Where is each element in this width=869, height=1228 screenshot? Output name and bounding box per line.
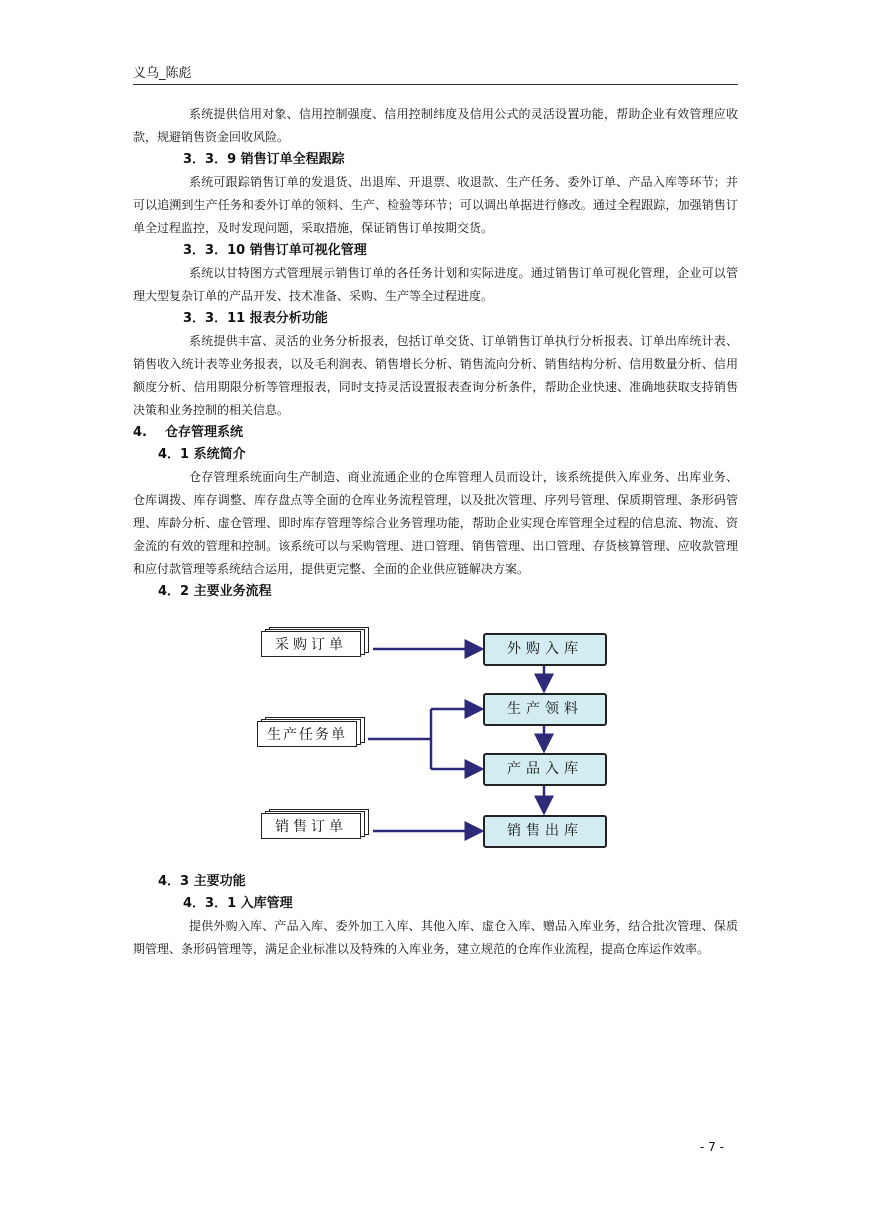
paragraph: 系统可跟踪销售订单的发退货、出退库、开退票、收退款、生产任务、委外订单、产品入库等环节；并可以追溯到生产任务和委外订单的领料、生产、检验等环节；可以调出单据进行修改。通过全程跟踪，加强销售订单全过程监控，及时发现问题，采取措施，保证销售订单按期交货。 — [133, 175, 738, 235]
step-sales-out: 销售出库 — [483, 815, 607, 848]
step-product-in: 产品入库 — [483, 753, 607, 786]
paragraph: 系统以甘特图方式管理展示销售订单的各任务计划和实际进度。通过销售订单可视化管理，企业可以管理大型复杂订单的产品开发、技术准备、采购、生产等全过程进度。 — [133, 266, 738, 303]
page-number: - 7 - — [700, 1140, 724, 1154]
doc-label: 生产任务单 — [267, 727, 347, 743]
section-heading: 4．3 主要功能 — [158, 874, 246, 889]
paragraph: 仓存管理系统面向生产制造、商业流通企业的仓库管理人员而设计，该系统提供入库业务、出库业务、仓库调拨、库存调整、库存盘点等全面的仓库业务流程管理，以及批次管理、序列号管理、保质期管理、条形码管理、库龄分析、虚仓管理、即时库存管理等综合业务管理功能，帮助企业实现仓库管理全过程的信息流、物流、资金流的有效的管理和控制。该系统可以与采购管理、进口管理、销售管理、出口管理、存货核算管理、应收款管理和应付款管理等系统结合运用，提供更完整、全面的企业供应链解决方案。 — [133, 470, 738, 576]
section-heading: 4．2 主要业务流程 — [158, 584, 272, 599]
header-title: 义乌_陈彪 — [133, 66, 192, 81]
paragraph: 提供外购入库、产品入库、委外加工入库、其他入库、虚仓入库、赠品入库业务，结合批次管理、保质期管理、条形码管理等，满足企业标准以及特殊的入库业务，建立规范的仓库作业流程，提高仓库运作效率。 — [133, 919, 738, 956]
page-content — [133, 103, 738, 961]
step-purchase-in: 外购入库 — [483, 633, 607, 666]
section-heading: 4．1 系统简介 — [158, 447, 246, 462]
section-heading: 3．3．9 销售订单全程跟踪 — [183, 152, 345, 167]
doc-label: 销售订单 — [275, 819, 347, 835]
section-heading: 3．3．10 销售订单可视化管理 — [183, 243, 367, 258]
doc-label: 采购订单 — [275, 637, 347, 653]
chapter-title: 仓存管理系统 — [165, 425, 244, 440]
page-header — [133, 62, 738, 85]
step-material-pick: 生产领料 — [483, 693, 607, 726]
doc-production-task — [257, 721, 363, 751]
paragraph: 系统提供信用对象、信用控制强度、信用控制纬度及信用公式的灵活设置功能，帮助企业有效管理应收款，规避销售资金回收风险。 — [133, 107, 738, 144]
paragraph: 系统提供丰富、灵活的业务分析报表，包括订单交货、订单销售订单执行分析报表、订单出库统计表、销售收入统计表等业务报表，以及毛利润表、销售增长分析、销售流向分析、销售结构分析、信用数量分析、信用额度分析、信用期限分析等管理报表，同时支持灵活设置报表查询分析条件，帮助企业快速、准确地获取支持销售决策和业务控制的相关信息。 — [133, 334, 738, 417]
doc-sales-order — [261, 813, 367, 843]
flow-arrows — [133, 603, 738, 871]
flow-diagram — [133, 603, 738, 871]
section-heading: 4．3．1 入库管理 — [183, 896, 293, 911]
chapter-number: 4. — [133, 425, 147, 440]
doc-purchase-order — [261, 631, 367, 661]
chapter-heading — [133, 422, 738, 444]
section-heading: 3．3．11 报表分析功能 — [183, 311, 328, 326]
